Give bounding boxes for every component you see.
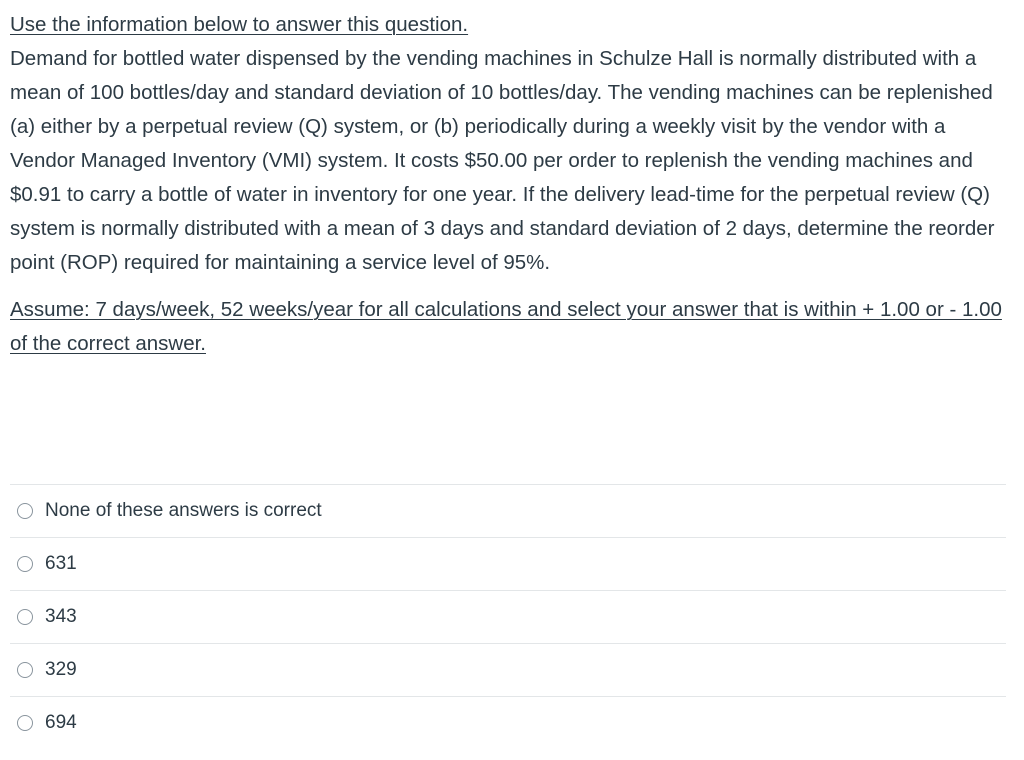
radio-button[interactable] (17, 503, 33, 519)
answer-option-4[interactable] (10, 643, 1006, 696)
question-text (10, 8, 1010, 361)
answer-label: None of these answers is correct (45, 500, 322, 521)
answer-option-5[interactable] (10, 696, 1006, 749)
answer-option-3[interactable] (10, 590, 1006, 643)
answer-label: 343 (45, 606, 77, 627)
radio-button[interactable] (17, 556, 33, 572)
question-intro: Use the information below to answer this question. (10, 13, 469, 36)
radio-button[interactable] (17, 609, 33, 625)
question-body: Demand for bottled water dispensed by the vending machines in Schulze Hall is normally distributed with a mean of 100 bottles/day and standard deviation of 10 bottles/day. The vending machines can be replenished (a) either by a perpetual review (Q) system, or (b) periodically during a weekly visit by the vendor with a Vendor Managed Inventory (VMI) system. It costs $50.00 per order to replenish the vending machines and $0.91 to carry a bottle of water in inventory for one year. If the delivery lead-time for the perpetual review (Q) system is normally distributed with a mean of 3 days and standard deviation of 2 days, determine the reorder point (ROP) required for maintaining a service level of 95%. (10, 47, 995, 274)
answer-option-1[interactable] (10, 484, 1006, 537)
radio-button[interactable] (17, 662, 33, 678)
radio-button[interactable] (17, 715, 33, 731)
answer-option-2[interactable] (10, 537, 1006, 590)
answer-label: 329 (45, 659, 77, 680)
answer-label: 631 (45, 553, 77, 574)
question-assumption: Assume: 7 days/week, 52 weeks/year for all calculations and select your answer that is within + 1.00 or - 1.00 of the correct answer. (10, 298, 1002, 355)
answer-label: 694 (45, 712, 77, 733)
answer-list (10, 484, 1006, 749)
